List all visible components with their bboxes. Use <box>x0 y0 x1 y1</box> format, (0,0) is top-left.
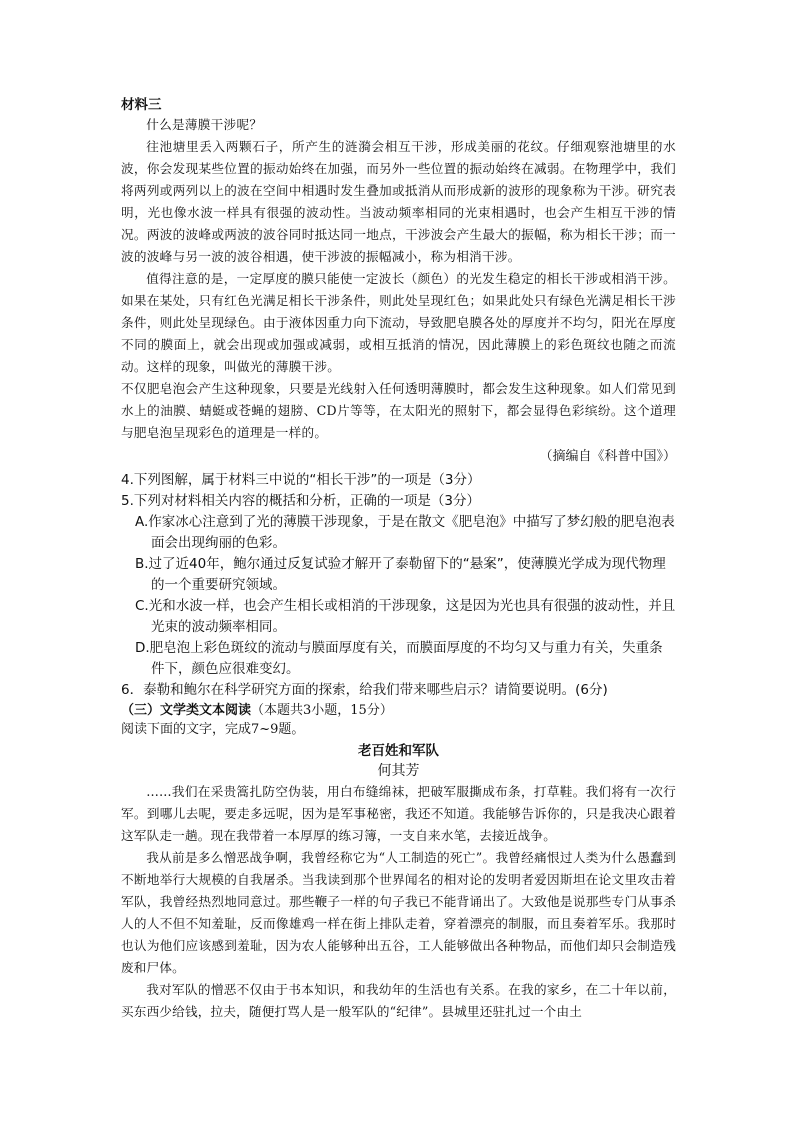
question-5-option-c: C.光和水波一样，也会产生相长或相消的干涉现象，这是因为光也具有很强的波动性，并且光束的波动频率相同。 <box>135 598 676 635</box>
story-paragraph-2: 我从前是多么憎恶战争啊，我曾经称它为“人工制造的死亡”。我曾经痛恨过人类为什么愚蠢到不断地举行大规模的自我屠杀。当我读到那个世界闻名的相对论的发明者爱因斯坦在论文里攻击着军队，我曾经热烈地同意过。那些鞭子一样的句子我已不能背诵出了。大致他是说那些专门从事杀人的人不但不知羞耻，反而像雄鸡一样在街上排队走着，穿着漂亮的制服，而且奏着军乐。我那时也认为他们应该感到羞耻，因为农人能够种出五谷，工人能够做出各种物品，而他们却只会制造残废和尸体。 <box>121 850 676 975</box>
section-three-heading <box>121 701 676 720</box>
material-three-title: 材料三 <box>121 97 162 113</box>
question-5-option-a: A.作家冰心注意到了光的薄膜干涉现象，于是在散文《肥皂泡》中描写了梦幻般的肥皂泡表面会出现绚丽的色彩。 <box>135 514 675 551</box>
story-paragraph-3: 我对军队的憎恶不仅由于书本知识，和我幼年的生活也有关系。在我的家乡，在二十年以前，买东西少给钱，拉夫，随便打骂人是一般军队的“纪律”。县城里还驻扎过一个由土 <box>121 982 676 1019</box>
material-three-paragraph-3: 不仅肥皂泡会产生这种现象，只要是光线射入任何透明薄膜时，都会发生这种现象。如人们常见到水上的油膜、蜻蜓或苍蝇的翅膀、CD片等等，在太阳光的照射下，都会显得色彩缤纷。这个道理与肥皂泡呈现彩色的道理是一样的。 <box>121 381 676 440</box>
story-author: 何其芳 <box>377 763 420 779</box>
section-three-instruction: 阅读下面的文字，完成7~9题。 <box>121 722 305 737</box>
question-5-option-b: B.过了近40年，鲍尔通过反复试验才解开了泰勒留下的“悬案”，使薄膜光学成为现代物理的一个重要研究领域。 <box>135 556 666 593</box>
story-title: 老百姓和军队 <box>358 743 439 759</box>
question-6: 6．泰勒和鲍尔在科学研究方面的探索，给我们带来哪些启示？请简要说明。(6分) <box>121 682 608 698</box>
material-three-source: （摘编自《科普中国》） <box>539 449 676 464</box>
material-three-question-line: 什么是薄膜干涉呢？ <box>146 117 263 132</box>
question-5: 5.下列对材料相关内容的概括和分析，正确的一项是（3分） <box>121 493 480 509</box>
story-paragraph-1: ……我们在采贵篙扎防空伪装，用白布缝绵袜，把破军服撕成布条，打草鞋。我们将有一次行军。到哪儿去呢，要走多远呢，因为是军事秘密，我还不知道。我能够告诉你的，只是我决心跟着这军队走一趟。现在我带着一本厚厚的练习簿，一支自来水笔，去接近战争。 <box>121 784 676 843</box>
question-4: 4.下列图解，属于材料三中说的“相长干涉”的一项是（3分） <box>121 472 481 488</box>
question-5-option-d: D.肥皂泡上彩色斑纹的流动与膜面厚度有关，而膜面厚度的不均匀又与重力有关，失重条件下，颜色应很难变幻。 <box>135 640 663 677</box>
section-three-heading-rest: （本题共3小题，15分） <box>251 703 393 718</box>
material-three-paragraph-1: 往池塘里丢入两颗石子，所产生的涟漪会相互干涉，形成美丽的花纹。仔细观察池塘里的水波，你会发现某些位置的振动始终在加强，而另外一些位置的振动始终在减弱。在物理学中，我们将两列或两列以上的波在空间中相遇时发生叠加或抵消从而形成新的波形的现象称为干涉。研究表明，光也像水波一样具有很强的波动性。当波动频率相同的光束相遇时，也会产生相互干涉的情况。两波的波峰或两波的波谷同时抵达同一地点，干涉波会产生最大的振幅，称为相长干涉；而一波的波峰与另一波的波谷相遇，使干涉波的振幅减小，称为相消干涉。 <box>121 139 676 264</box>
section-three-heading-bold: （三）文学类文本阅读 <box>121 703 252 718</box>
material-three-paragraph-2: 值得注意的是，一定厚度的膜只能使一定波长（颜色）的光发生稳定的相长干涉或相消干涉。如果在某处，只有红色光满足相长干涉条件，则此处呈现红色；如果此处只有绿色光满足相长干涉条件，则此处呈现绿色。由于液体因重力向下流动，导致肥皂膜各处的厚度并不均匀，阳光在厚度不同的膜面上，就会出现或加强或减弱，或相互抵消的情况，因此薄膜上的彩色斑纹也随之而流动。这样的现象，叫做光的薄膜干涉。 <box>121 271 676 374</box>
